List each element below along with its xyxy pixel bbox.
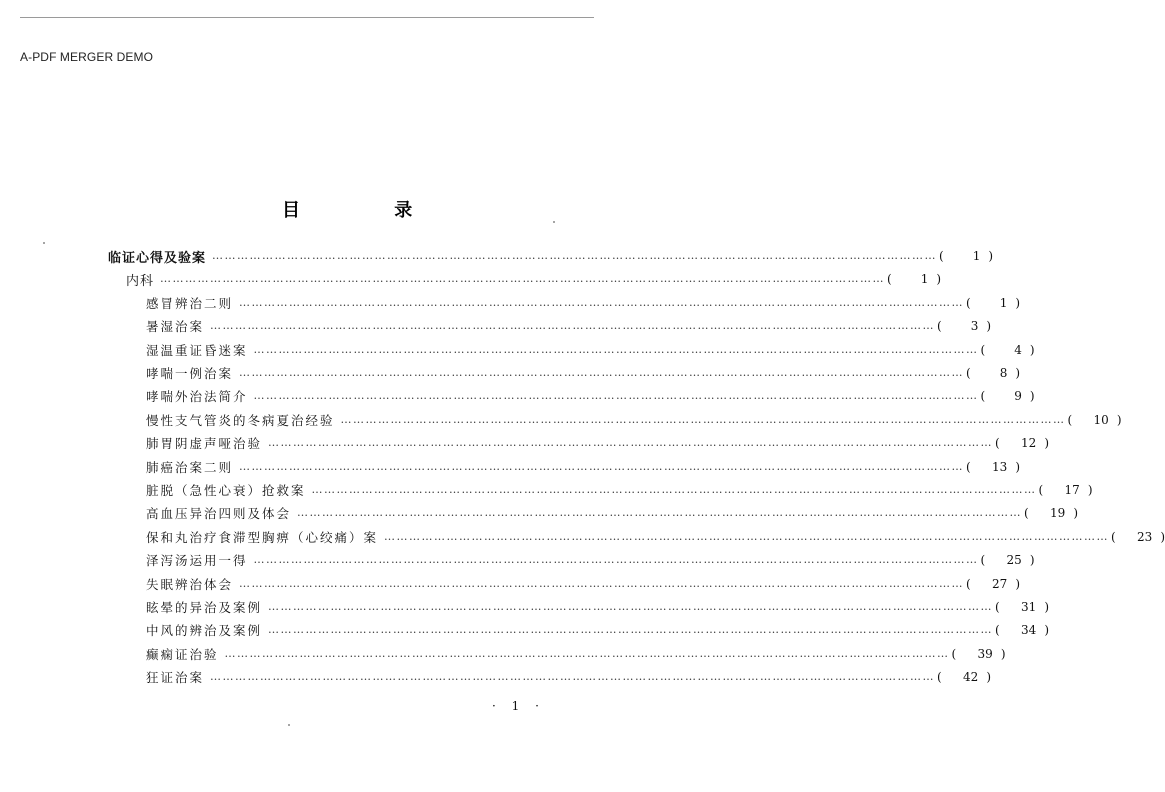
toc-entry	[146, 457, 1021, 477]
toc-paren-close: )	[1029, 342, 1035, 357]
toc-page-ref	[993, 436, 1049, 450]
toc-page-number: 34	[1021, 623, 1037, 638]
toc-page-ref	[935, 319, 991, 333]
toc-page-number: 3	[970, 319, 979, 334]
toc-page-ref	[964, 296, 1020, 310]
toc-leader-dots: …………………………………………………………………………………………………………………………………………………………	[160, 272, 886, 286]
toc-entry-title: 临证心得及验案	[108, 250, 207, 266]
toc-page-ref	[935, 670, 991, 684]
toc-leader-dots: …………………………………………………………………………………………………………………………………………………………	[210, 670, 936, 684]
toc-page-ref	[993, 600, 1049, 614]
toc-paren-close: )	[1116, 412, 1122, 427]
toc-page-number: 9	[1014, 389, 1022, 404]
toc-entry-title: 感冒辨治二则	[146, 295, 234, 311]
toc-paren-close: )	[1073, 506, 1079, 521]
toc-paren-close: )	[986, 670, 992, 685]
toc-page-number: 8	[999, 366, 1008, 380]
toc-leader-dots: …………………………………………………………………………………………………………………………………………………………	[268, 600, 994, 613]
toc-leader-dots: …………………………………………………………………………………………………………………………………………………………	[384, 529, 1110, 543]
toc-paren-close: )	[988, 249, 994, 263]
toc-entry-title: 保和丸治疗食滞型胸痹（心绞痛）案	[146, 529, 379, 545]
toc-entry	[108, 246, 994, 266]
toc-paren-open: (	[995, 600, 1000, 614]
toc-entry-title: 肺胃阴虚声哑治验	[146, 436, 263, 452]
toc-paren-open: (	[937, 319, 942, 334]
toc-entry-title: 暑湿治案	[146, 319, 205, 335]
toc-page-number: 39	[977, 646, 993, 661]
toc-entry	[146, 503, 1079, 523]
toc-leader-dots: …………………………………………………………………………………………………………………………………………………………	[340, 412, 1066, 426]
toc-entry	[146, 316, 992, 336]
toc-entry	[146, 433, 1050, 453]
toc-page-ref	[993, 623, 1049, 637]
toc-paren-open: (	[1024, 506, 1029, 521]
toc-entry-title: 狂证治案	[146, 670, 205, 686]
toc-page-ref	[1066, 413, 1122, 427]
toc-page-number: 13	[992, 459, 1008, 474]
watermark-text: A-PDF MERGER DEMO	[20, 50, 154, 64]
toc-paren-close: )	[1015, 459, 1021, 474]
toc-leader-dots: …………………………………………………………………………………………………………………………………………………………	[253, 389, 979, 403]
toc-paren-open: (	[980, 389, 986, 404]
toc-entry	[146, 667, 992, 687]
toc-paren-open: (	[995, 623, 1000, 638]
toc-entry	[146, 644, 1006, 664]
toc-page-number: 1	[972, 249, 981, 263]
toc-paren-open: (	[939, 249, 944, 263]
toc-page-ref	[1109, 530, 1165, 544]
toc-entry	[146, 480, 1093, 500]
toc-paren-open: (	[995, 436, 1000, 451]
toc-entry	[146, 363, 1021, 383]
toc-paren-close: )	[1087, 483, 1093, 497]
toc-entry	[126, 269, 942, 289]
toc-paren-open: (	[1038, 483, 1044, 497]
toc-page-number: 1	[999, 295, 1008, 310]
toc-entry	[146, 527, 1165, 547]
toc-paren-open: (	[966, 459, 971, 474]
toc-paren-close: )	[986, 319, 992, 334]
toc-page-number: 23	[1137, 529, 1153, 544]
toc-entry	[146, 386, 1035, 406]
toc-page-ref	[885, 272, 941, 286]
toc-entry-title: 慢性支气管炎的冬病夏治经验	[146, 412, 335, 428]
toc-paren-close: )	[1015, 366, 1021, 380]
page-title: 目 录	[282, 200, 457, 221]
toc-entry-title: 眩晕的异治及案例	[146, 600, 263, 615]
toc-paren-open: (	[951, 646, 957, 661]
toc-leader-dots: …………………………………………………………………………………………………………………………………………………………	[268, 436, 994, 450]
toc-page-number: 4	[1014, 342, 1022, 357]
toc-page-ref	[979, 553, 1035, 567]
toc-paren-open: (	[980, 342, 986, 357]
toc-page-number: 17	[1064, 483, 1080, 497]
toc-page-ref	[964, 366, 1020, 380]
toc-paren-open: (	[966, 366, 971, 380]
toc-page-number: 12	[1021, 436, 1037, 451]
toc-paren-close: )	[1015, 295, 1021, 310]
scan-speck	[553, 221, 555, 223]
toc-page-number: 1	[920, 272, 929, 287]
toc-paren-close: )	[1160, 529, 1165, 544]
toc-paren-close: )	[1000, 646, 1006, 661]
toc-page-number: 31	[1021, 600, 1037, 614]
toc-leader-dots: …………………………………………………………………………………………………………………………………………………………	[311, 483, 1037, 496]
toc-entry	[146, 620, 1050, 640]
toc-entry-title: 高血压异治四则及体会	[146, 506, 292, 522]
toc-entry-title: 脏脱（急性心衰）抢救案	[146, 483, 306, 498]
toc-leader-dots: …………………………………………………………………………………………………………………………………………………………	[210, 319, 936, 333]
toc-paren-open: (	[1067, 412, 1073, 427]
toc-paren-open: (	[980, 553, 986, 568]
toc-paren-close: )	[1044, 623, 1050, 638]
toc-leader-dots: …………………………………………………………………………………………………………………………………………………………	[224, 646, 950, 660]
toc-leader-dots: …………………………………………………………………………………………………………………………………………………………	[239, 576, 965, 590]
toc-page-ref	[964, 460, 1020, 474]
toc-page-number: 42	[963, 670, 979, 685]
toc-leader-dots: …………………………………………………………………………………………………………………………………………………………	[253, 553, 979, 567]
toc-entry	[146, 410, 1122, 430]
toc-paren-open: (	[966, 295, 971, 310]
scan-speck	[288, 724, 290, 726]
toc-page-ref	[937, 249, 993, 263]
toc-paren-close: )	[1029, 553, 1035, 568]
toc-page-number: 19	[1050, 506, 1066, 521]
toc-entry	[146, 597, 1050, 617]
toc-page-number: 27	[992, 576, 1008, 591]
toc-entry-title: 中风的辨治及案例	[146, 623, 263, 639]
toc-page-ref	[950, 647, 1006, 661]
toc-entry-title: 泽泻汤运用一得	[146, 553, 248, 569]
top-rule	[20, 17, 594, 18]
toc-entry-title: 肺癌治案二则	[146, 459, 234, 475]
toc-page-ref	[964, 577, 1020, 591]
toc-page-ref	[979, 343, 1035, 357]
toc-leader-dots: …………………………………………………………………………………………………………………………………………………………	[239, 295, 965, 309]
toc-paren-open: (	[966, 576, 971, 591]
toc-entry	[146, 574, 1021, 594]
toc-leader-dots: …………………………………………………………………………………………………………………………………………………………	[239, 459, 965, 473]
toc-paren-open: (	[937, 670, 942, 685]
toc-paren-open: (	[1111, 529, 1116, 544]
toc-page-number: 25	[1006, 553, 1022, 568]
toc-entry-title: 癫痫证治验	[146, 646, 219, 662]
toc-page-ref	[1022, 506, 1078, 520]
toc-page-ref	[1037, 483, 1093, 497]
toc-page-number: 10	[1093, 412, 1109, 427]
toc-entry-title: 湿温重证昏迷案	[146, 342, 248, 358]
toc-paren-close: )	[1044, 600, 1050, 614]
toc-entry-title: 哮喘外治法简介	[146, 389, 248, 405]
toc-entry	[146, 293, 1021, 313]
scan-speck	[43, 242, 45, 244]
toc-page-ref	[979, 389, 1035, 403]
toc-leader-dots: …………………………………………………………………………………………………………………………………………………………	[297, 506, 1023, 520]
toc-entry-title: 哮喘一例治案	[146, 366, 234, 381]
toc-entry-title: 内科	[126, 273, 155, 289]
toc-leader-dots: …………………………………………………………………………………………………………………………………………………………	[268, 623, 994, 637]
toc-paren-close: )	[936, 272, 942, 287]
toc-entry-title: 失眠辨治体会	[146, 576, 234, 592]
toc-entry	[146, 340, 1035, 360]
page-number: · 1 ·	[492, 699, 545, 713]
toc-leader-dots: …………………………………………………………………………………………………………………………………………………………	[239, 366, 965, 379]
toc-paren-open: (	[887, 272, 892, 287]
toc-leader-dots: …………………………………………………………………………………………………………………………………………………………	[253, 342, 979, 356]
toc-leader-dots: …………………………………………………………………………………………………………………………………………………………	[212, 249, 938, 262]
toc-entry	[146, 550, 1035, 570]
toc-paren-close: )	[1015, 576, 1021, 591]
toc-paren-close: )	[1029, 389, 1035, 404]
toc-paren-close: )	[1044, 436, 1050, 451]
